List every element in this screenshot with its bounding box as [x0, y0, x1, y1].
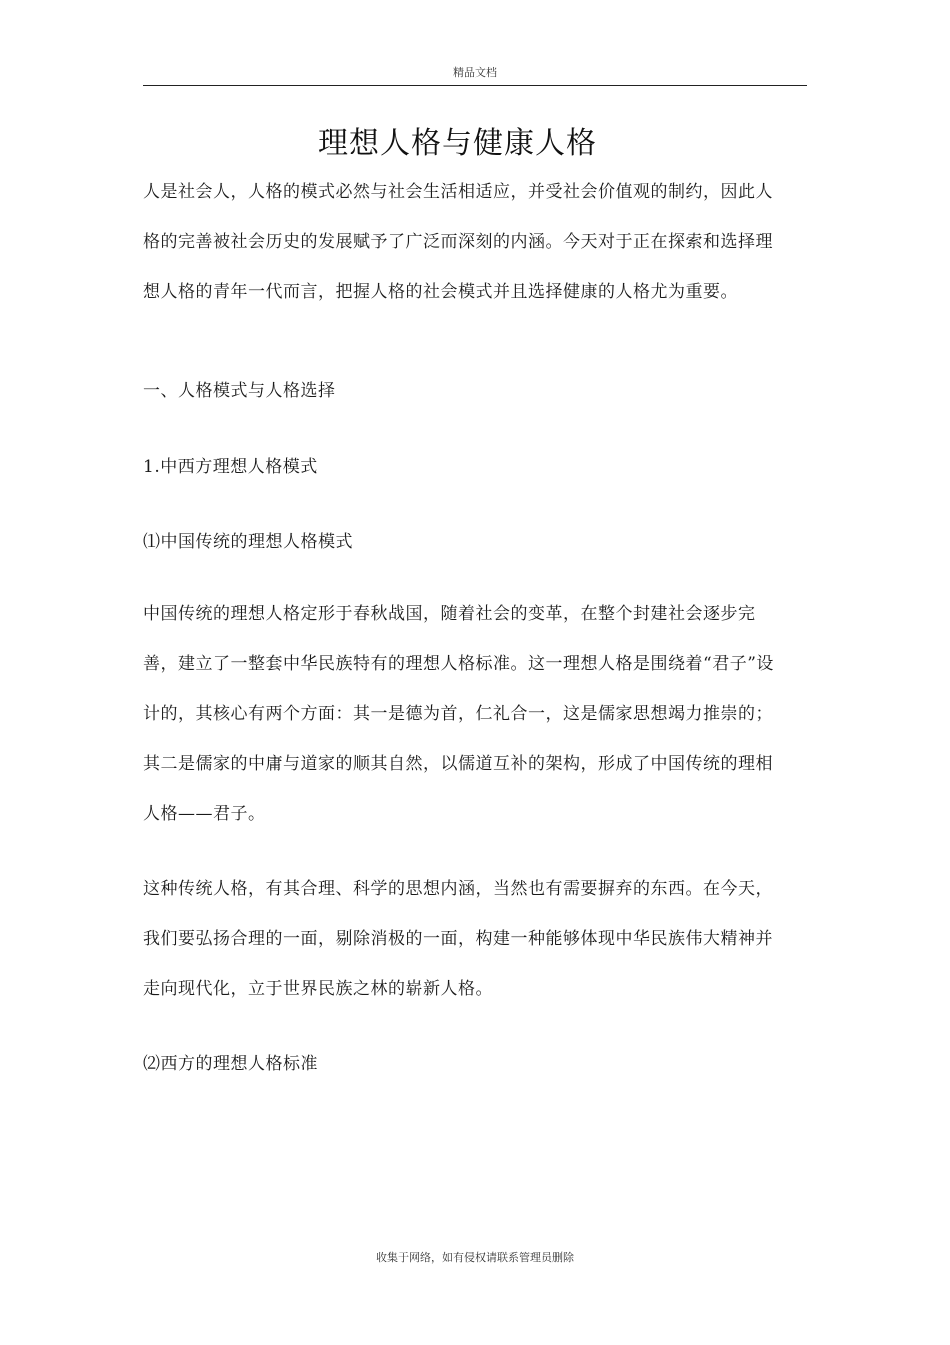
traditional-personality-paragraph: 这种传统人格，有其合理、科学的思想内涵，当然也有需要摒弃的东西。在今天，我们要弘扬合理的一面，剔除消极的一面，构建一种能够体现中华民族伟大精神并走向现代化，立于世界民族之林的崭新人格。 [143, 879, 773, 999]
section-heading: 一、人格模式与人格选择 [143, 381, 336, 401]
subsection-heading: 1.中西方理想人格模式 [143, 457, 318, 477]
intro-paragraph: 人是社会人，人格的模式必然与社会生活相适应，并受社会价值观的制约，因此人格的完善被社会历史的发展赋予了广泛而深刻的内涵。今天对于正在探索和选择理想人格的青年一代而言，把握人格的社会模式并且选择健康的人格尤为重要。 [143, 182, 773, 302]
chinese-ideal-paragraph: 中国传统的理想人格定形于春秋战国，随着社会的变革，在整个封建社会逐步完善，建立了一整套中华民族特有的理想人格标准。这一理想人格是围绕着“君子”设计的，其核心有两个方面：其一是德为首，仁礼合一，这是儒家思想竭力推崇的；其二是儒家的中庸与道家的顺其自然，以儒道互补的架构，形成了中国传统的理相人格——君子。 [143, 604, 774, 824]
item-heading-western: ⑵西方的理想人格标准 [143, 1054, 318, 1074]
page-footer-label: 收集于网络，如有侵权请联系管理员删除 [376, 1251, 574, 1264]
document-title: 理想人格与健康人格 [318, 126, 597, 161]
header-divider [143, 85, 807, 86]
item-heading-chinese: ⑴中国传统的理想人格模式 [143, 532, 353, 552]
page-header-label: 精品文档 [453, 66, 497, 79]
